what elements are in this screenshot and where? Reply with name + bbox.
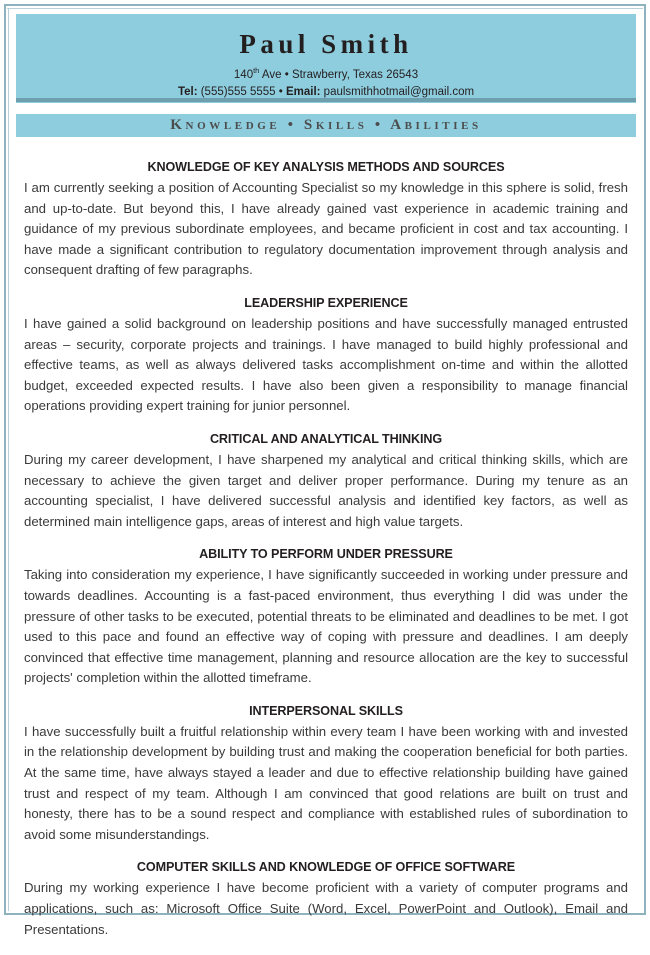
resume-section	[24, 860, 628, 940]
section-heading: CRITICAL AND ANALYTICAL THINKING	[209, 431, 443, 446]
resume-section	[24, 547, 628, 689]
telephone-label: Tel:	[177, 86, 198, 99]
address-number: 140	[233, 68, 254, 81]
section-paragraph: I am currently seeking a position of Accounting Specialist so my knowledge in this sphere is solid, fresh and up-to-date. But beyond this, I have already gained vast experience in academic training and guidance of my previous subordinate employees, and became proficient in cost and tax accounting. I have made a significant contribution to regulatory documentation improvement through analysis and consequent drafting of few paragraphs.	[24, 180, 628, 278]
contact-address	[16, 66, 636, 84]
section-heading: INTERPERSONAL SKILLS	[249, 703, 403, 718]
resume-section	[24, 160, 628, 281]
page-border-inner-left	[8, 8, 9, 911]
resume-section	[24, 704, 628, 846]
section-heading: KNOWLEDGE OF KEY ANALYSIS METHODS AND SOURCES	[147, 160, 505, 174]
resume-section	[24, 296, 628, 417]
section-paragraph: I have gained a solid background on leadership positions and have successfully managed entrusted areas – security, corporate projects and trainings. I have managed to build highly professional and effective teams, as well as always delivered tasks accomplishment on-time and within the allotted budget, exceeded expected results. I have also been given a responsibility to manage financial operations providing expert training for junior personnel.	[24, 315, 628, 414]
page-border-top	[4, 4, 646, 6]
address-ordinal-suffix: th	[253, 65, 260, 75]
resume-header	[16, 14, 636, 103]
telephone-value: (555)555 5555	[197, 86, 279, 99]
page-border-right	[644, 4, 646, 915]
email-value[interactable]: paulsmithhotmail@gmail.com	[320, 86, 475, 99]
resume-section	[24, 432, 628, 532]
address-remainder: Ave • Strawberry, Texas 26543	[259, 68, 419, 81]
section-paragraph: I have successfully built a fruitful relationship within every team I have been working with and invested in the relationship development by building trust and making the cooperation beneficial for both parties. At the same time, have always stayed a leader and due to effective relationship building have gained trust and respect of my team. Although I am convinced that good relations are built on trust and honesty, there has to be a sound respect and compliance with established rules of subordination to avoid some misunderstandings.	[24, 723, 628, 842]
candidate-name: Paul Smith	[239, 29, 413, 59]
resume-body	[24, 160, 628, 955]
email-label: Email:	[285, 86, 321, 99]
section-heading: ABILITY TO PERFORM UNDER PRESSURE	[199, 547, 453, 562]
contact-separator: •	[278, 86, 286, 99]
skills-banner	[16, 114, 636, 137]
page-border-inner-top	[7, 8, 643, 9]
page-border-left	[4, 4, 6, 915]
section-heading: LEADERSHIP EXPERIENCE	[244, 295, 408, 310]
section-paragraph: During my career development, I have sharpened my analytical and critical thinking skills, which are necessary to achieve the given target and deliver proper performance. During my tenure as an accounting specialist, I have delivered successful analysis and identified key factors, as well as determined main intelligence gaps, areas of interest and high value targets.	[24, 451, 628, 529]
header-divider-rule	[16, 98, 636, 102]
section-paragraph: During my working experience I have become proficient with a variety of computer programs and applications, such as: Microsoft Office Suite (Word, Excel, PowerPoint and Outlook), Email and Presentations.	[24, 880, 628, 937]
section-paragraph: Taking into consideration my experience, I have significantly succeeded in working under pressure and towards deadlines. Accounting is a fast-paced environment, thus everything I did was under the pressure of other tasks to be executed, potential threats to be eliminated and deadlines to be met. I got used to this pace and found an effective way of coping with pressure and deadlines. I am deeply convinced that effective time management, planning and resource allocation are the key to successful projects' completion within the allotted timeframe.	[24, 567, 628, 686]
skills-banner-title: Knowledge • Skills • Abilities	[170, 117, 482, 133]
section-heading: COMPUTER SKILLS AND KNOWLEDGE OF OFFICE SOFTWARE	[136, 860, 516, 875]
